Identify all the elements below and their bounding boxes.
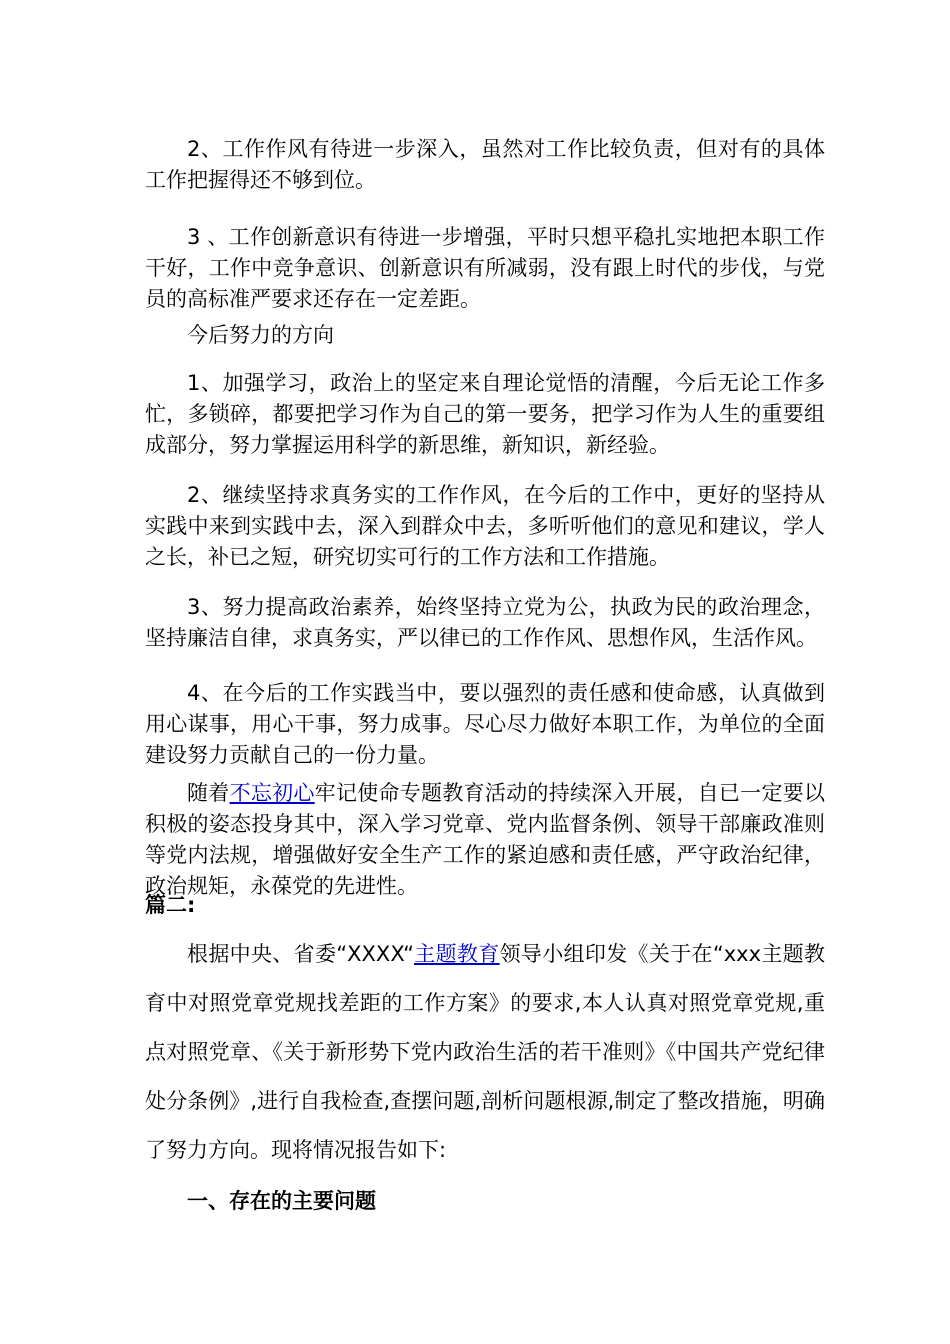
paragraph-campaign [145,778,825,902]
paragraph-campaign-text-end: 牢记使命专题教育活动的持续深入开展，自已一定要以积极的姿态投身其中，深入学习党章、党内监督条例、领导干部廉政准则等党内法规，增强做好安全生产工作的紧迫感和责任感，严守政治纪律，政治规矩，永葆党的先进性。 [145,781,826,898]
section-title-part-two: 篇二: [145,893,196,917]
paragraph-responsibility: 4、在今后的工作实践当中，要以强烈的责任感和使命感，认真做到用心谋事，用心干事，努力成事。尽心尽力做好本职工作，为单位的全面建设努力贡献自己的一份力量。 [145,681,825,767]
paragraph-pragmatic-style: 2、继续坚持求真务实的工作作风，在今后的工作中，更好的坚持从实践中来到实践中去，深入到群众中去，多听听他们的意见和建议，学人之长，补已之短，研究切实可行的工作方法和工作措施。 [145,483,825,569]
paragraph-campaign-text-start: 随着 [187,781,230,805]
paragraph-political-quality: 3、努力提高政治素养，始终坚持立党为公，执政为民的政治理念，坚持廉洁自律，求真务实，严以律已的工作作风、思想作风，生活作风。 [145,595,825,650]
paragraph-strengthen-study: 1、加强学习，政治上的坚定来自理论觉悟的清醒，今后无论工作多忙，多锁碎，都要把学习作为自己的第一要务，把学习作为人生的重要组成部分，努力掌握运用科学的新思维，新知识，新经验。 [145,371,825,457]
paragraph-report-intro [145,930,825,1175]
link-buwang-chuxin[interactable]: 不忘初心 [229,781,315,805]
paragraph-report-text-start: 根据中央、省委“XXXX“ [187,942,414,966]
heading-main-problems: 一、存在的主要问题 [187,1189,376,1213]
heading-future-direction: 今后努力的方向 [187,323,334,347]
paragraph-work-style: 2、工作作风有待进一步深入，虽然对工作比较负责，但对有的具体工作把握得还不够到位。 [145,137,825,192]
paragraph-innovation: 3 、工作创新意识有待进一步增强，平时只想平稳扎实地把本职工作干好，工作中竞争意识、创新意识有所减弱，没有跟上时代的步伐，与党员的高标准严要求还存在一定差距。 [145,225,825,311]
paragraph-report-text-end: 领导小组印发《关于在“xxx主题教育中对照党章党规找差距的工作方案》的要求,本人认真对照党章党规,重点对照党章、《关于新形势下党内政治生活的若干准则》《中国共产党纪律处分条例》,进行自我检查,查摆问题,剖析问题根源,制定了整改措施，明确了努力方向。现将情况报告如下: [145,942,825,1162]
link-theme-education[interactable]: 主题教育 [413,942,500,966]
